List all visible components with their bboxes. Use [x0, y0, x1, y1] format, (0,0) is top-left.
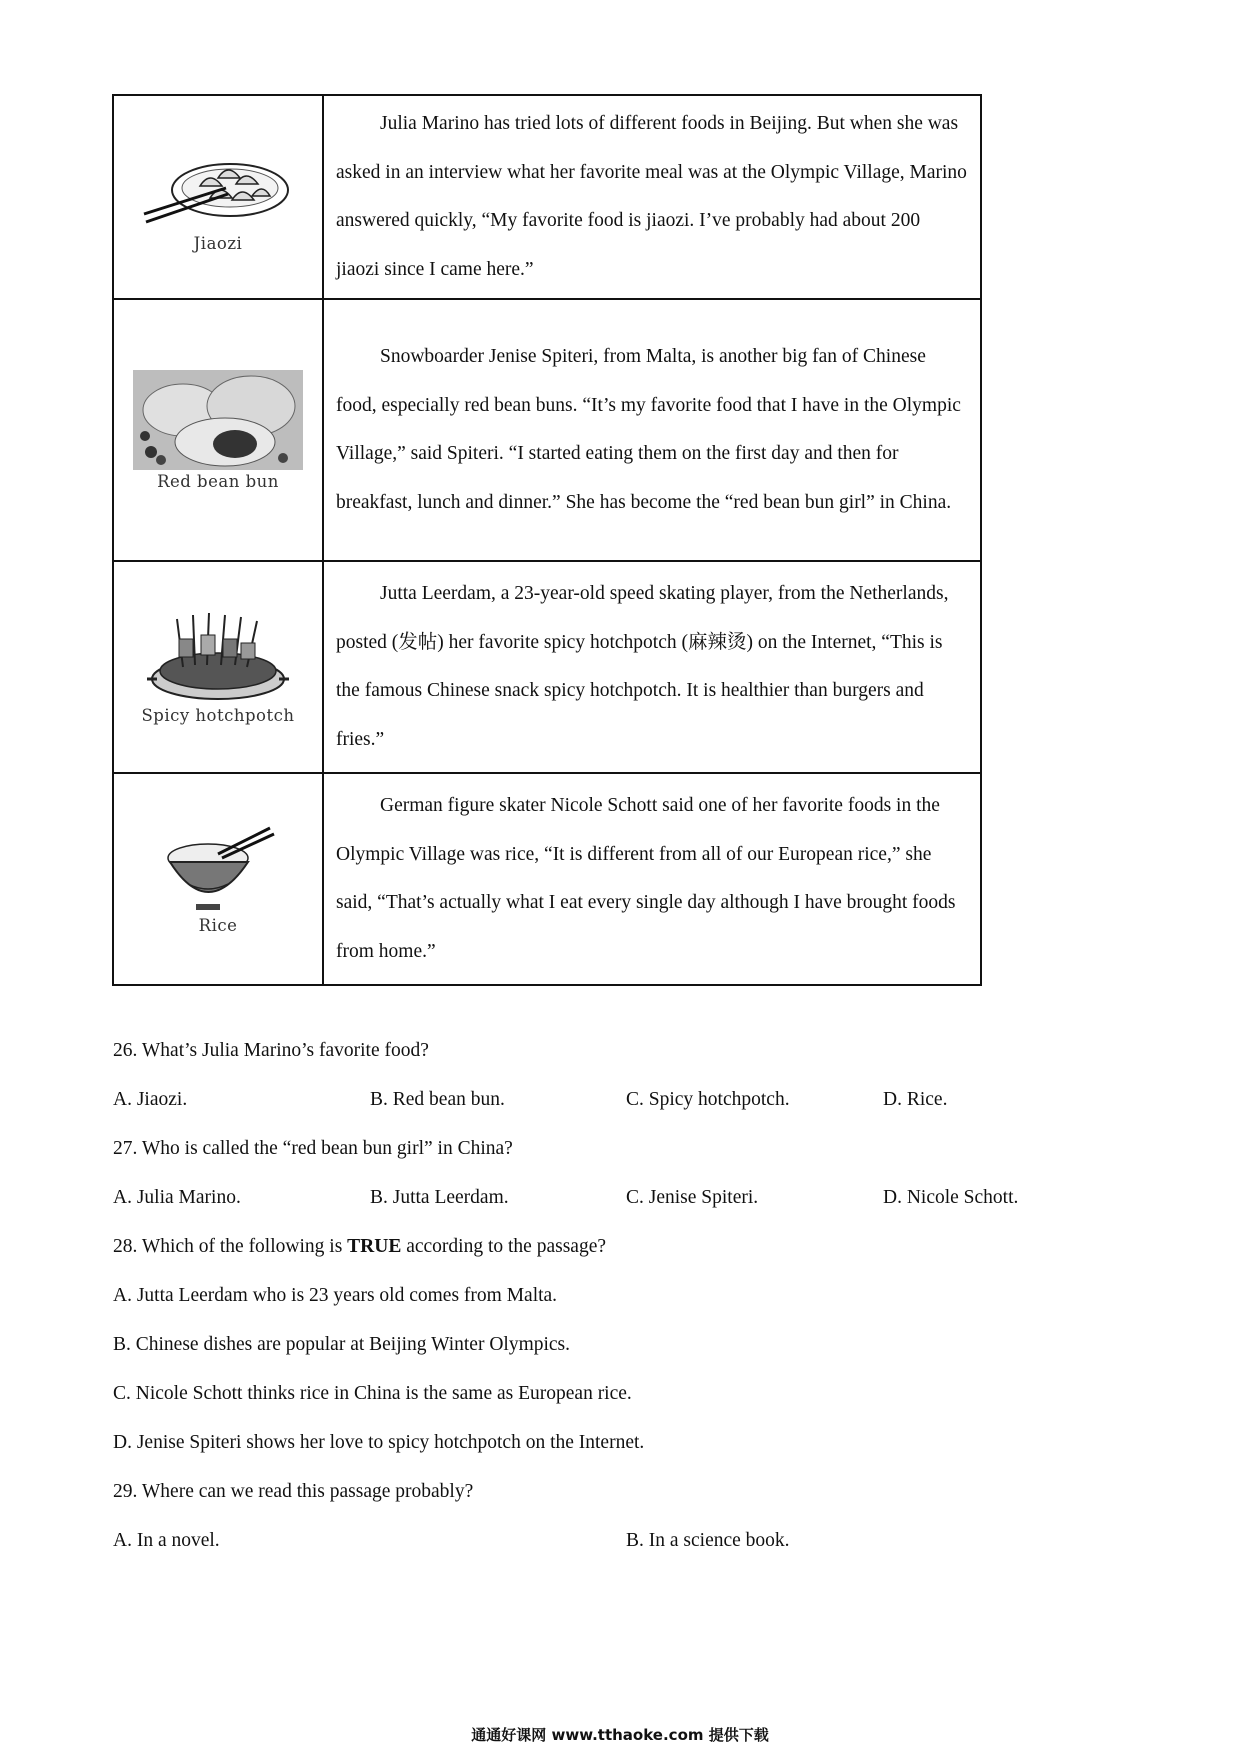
question-27-stem: 27. Who is called the “red bean bun girl” in China?: [113, 1138, 513, 1159]
option-29-a[interactable]: A. In a novel.: [113, 1530, 220, 1551]
option-28-b[interactable]: B. Chinese dishes are popular at Beijing Winter Olympics.: [113, 1334, 571, 1355]
passage-row-rice: [113, 773, 981, 985]
question-29-stem: 29. Where can we read this passage probably?: [113, 1481, 474, 1502]
passage-row-spicy-hotchpotch: [113, 561, 981, 773]
option-27-c[interactable]: C. Jenise Spiteri.: [626, 1187, 759, 1208]
spicy-hotchpotch-cell: [113, 561, 323, 773]
question-26-stem: 26. What’s Julia Marino’s favorite food?: [113, 1040, 429, 1061]
jiaozi-cell: [113, 95, 323, 299]
rice-bowl-icon: [158, 824, 278, 914]
paragraph-jenise-spiteri: Snowboarder Jenise Spiteri, from Malta, is another big fan of Chinese food, especially red bean buns. “It’s my favorite food that I have in the Olympic Village,” said Spiteri. “I started eating them on the first day and then for breakfast, lunch and dinner.” She has become the “red bean bun girl” in China.: [336, 346, 961, 513]
question-28-stem: [113, 1236, 606, 1258]
passage-text-cell: [323, 561, 981, 773]
paragraph-jutta-leerdam: Jutta Leerdam, a 23-year-old speed skating player, from the Netherlands, posted (发帖) her favorite spicy hotchpotch (麻辣烫) on the Internet, “This is the famous Chinese snack spicy hotchpotch. It is healthier than burgers and fries.”: [336, 583, 949, 750]
option-27-a[interactable]: A. Julia Marino.: [113, 1187, 241, 1208]
option-26-a[interactable]: A. Jiaozi.: [113, 1089, 188, 1110]
option-27-d[interactable]: D. Nicole Schott.: [883, 1187, 1019, 1208]
option-28-a[interactable]: A. Jutta Leerdam who is 23 years old comes from Malta.: [113, 1285, 558, 1306]
food-caption: Jiaozi: [193, 233, 243, 253]
rice-cell: [113, 773, 323, 985]
spicy-hotchpotch-icon: [143, 609, 293, 704]
question-28-stem-start: 28. Which of the following is: [113, 1236, 348, 1257]
passage-table: [112, 94, 982, 986]
paragraph-julia-marino: Julia Marino has tried lots of different foods in Beijing. But when she was asked in an interview what her favorite meal was at the Olympic Village, Marino answered quickly, “My favorite food is jiaozi. I’ve probably had about 200 jiaozi since I came here.”: [336, 113, 967, 280]
passage-text-cell: [323, 299, 981, 561]
food-caption: Rice: [198, 915, 238, 935]
jiaozi-plate-icon: [138, 142, 298, 232]
passage-row-red-bean-bun: [113, 299, 981, 561]
question-28-stem-end: according to the passage?: [401, 1236, 607, 1257]
option-26-d[interactable]: D. Rice.: [883, 1089, 948, 1110]
question-28-stem-bold: TRUE: [347, 1236, 402, 1257]
option-27-b[interactable]: B. Jutta Leerdam.: [370, 1187, 509, 1208]
option-28-d[interactable]: D. Jenise Spiteri shows her love to spicy hotchpotch on the Internet.: [113, 1432, 645, 1453]
red-bean-bun-cell: [113, 299, 323, 561]
passage-row-jiaozi: [113, 95, 981, 299]
option-26-b[interactable]: B. Red bean bun.: [370, 1089, 505, 1110]
option-28-c[interactable]: C. Nicole Schott thinks rice in China is the same as European rice.: [113, 1383, 632, 1404]
option-29-b[interactable]: B. In a science book.: [626, 1530, 790, 1551]
food-caption: Spicy hotchpotch: [141, 706, 295, 725]
passage-text-cell: [323, 773, 981, 985]
red-bean-bun-photo-icon: [133, 370, 303, 470]
paragraph-nicole-schott: German figure skater Nicole Schott said one of her favorite foods in the Olympic Village was rice, “It is different from all of our European rice,” she said, “That’s actually what I eat every single day although I have brought foods from home.”: [336, 795, 956, 962]
page-footer: 通通好课网 www.tthaoke.com 提供下载: [471, 1726, 769, 1744]
passage-text-cell: [323, 95, 981, 299]
food-caption: Red bean bun: [157, 471, 279, 491]
option-26-c[interactable]: C. Spicy hotchpotch.: [626, 1089, 790, 1110]
